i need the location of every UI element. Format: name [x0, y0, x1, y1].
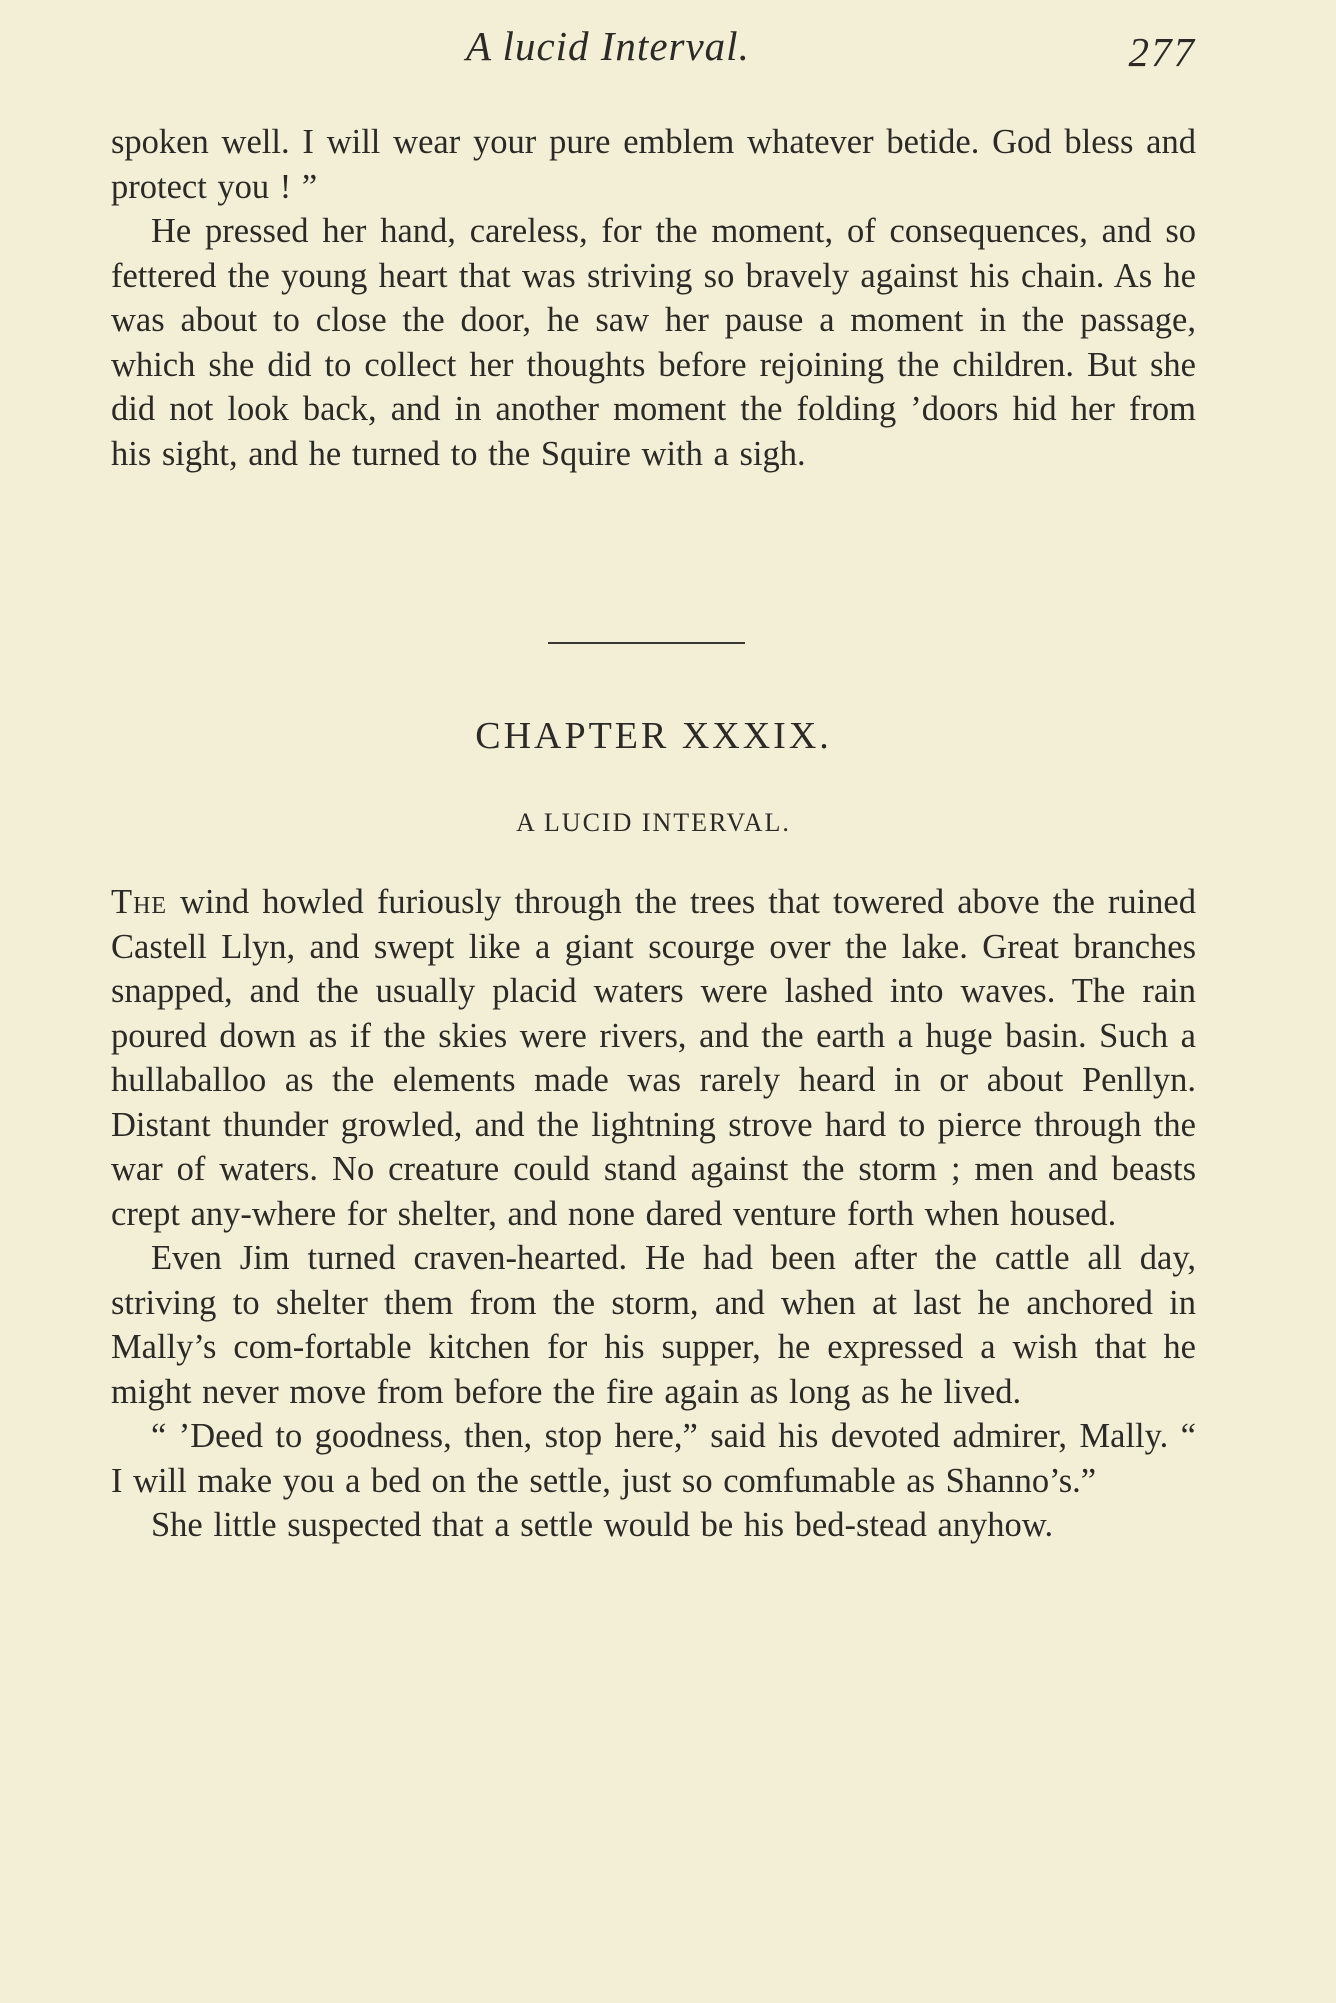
paragraph: “ ’Deed to goodness, then, stop here,” said his devoted admirer, Mally. “ I will make you a bed on the settle, just so comfumable as Shanno’s.” [111, 1417, 1196, 1500]
chapter-text [111, 880, 1196, 1548]
chapter-subtitle: A LUCID INTERVAL. [516, 808, 791, 837]
section-divider [548, 642, 745, 644]
chapter-opening-paragraph [111, 880, 1196, 1236]
opening-paragraph-text: wind howled furiously through the trees that towered above the ruined Castell Llyn, and swept like a giant scourge over the lake. Great branches snapped, and the usually placid waters were lashed into waves. The rain poured down as if the skies were rivers, and the earth a huge basin. Such a hullaballoo as the elements made was rarely heard in or about Penllyn. Distant thunder growled, and the lightning strove hard to pierce through the war of waters. No creature could stand against the storm ; men and beasts crept any-where for shelter, and none dared venture forth when housed. [111, 883, 1196, 1233]
paragraph: He pressed her hand, careless, for the moment, of consequences, and so fettered the young heart that was striving so bravely against his chain. As he was about to close the door, he saw her pause a moment in the passage, which she did to collect her thoughts before rejoining the children. But she did not look back, and in another moment the folding ’doors hid her from his sight, and he turned to the Squire with a sigh. [111, 212, 1196, 473]
paragraph: Even Jim turned craven-hearted. He had been after the cattle all day, striving to shelter them from the storm, and when at last he anchored in Mally’s com-fortable kitchen for his supper, he expressed a wish that he might never move from before the fire again as long as he lived. [111, 1239, 1196, 1411]
running-head [111, 22, 1196, 82]
chapter-heading: CHAPTER XXXIX. [475, 715, 832, 757]
opening-word: The [111, 883, 168, 921]
paragraph-continued: spoken well. I will wear your pure emblem whatever betide. God bless and protect you ! ” [111, 123, 1196, 206]
running-title: A lucid Interval. [466, 23, 750, 69]
paragraph: She little suspected that a settle would be his bed-stead anyhow. [151, 1506, 1054, 1544]
continued-text [111, 120, 1196, 476]
page-number: 277 [1128, 29, 1196, 75]
